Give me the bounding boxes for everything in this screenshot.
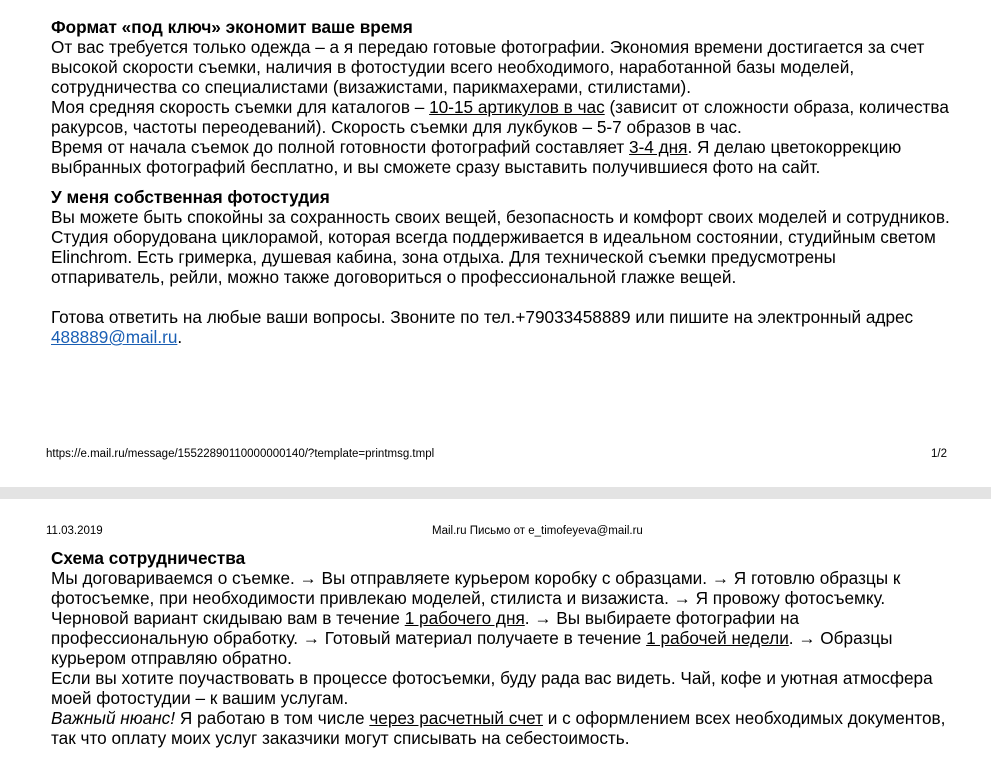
text-fragment: . → Образцы курьером отправляю обратно.	[51, 628, 893, 668]
email-link[interactable]: 488889@mail.ru	[51, 327, 178, 347]
underlined-speed: 10-15 артикулов в час	[429, 97, 605, 117]
paragraph-cooperation-steps	[51, 568, 951, 668]
underlined-week: 1 рабочей недели	[646, 628, 789, 648]
spacer	[51, 177, 951, 187]
text-fragment: . → Вы выбираете фотографии на профессиональную обработку. → Готовый материал получаете в течение	[51, 608, 800, 648]
underlined-days: 3-4 дня	[629, 137, 688, 157]
print-footer-url: https://e.mail.ru/message/15522890110000000140/?template=printmsg.tmpl	[46, 448, 435, 460]
text-fragment: .	[177, 327, 183, 347]
text-fragment: . Я делаю цветокоррекцию выбранных фотографий бесплатно, и вы сможете сразу выставить получившиеся фото на сайт.	[51, 137, 902, 177]
print-footer-page-number: 1/2	[931, 448, 947, 460]
section-heading-turnkey: Формат «под ключ» экономит ваше время	[51, 17, 413, 37]
paragraph-important-note	[51, 708, 951, 748]
text-fragment: (зависит от сложности образа, количества ракурсов, частоты переодеваний). Скорость съемки для лукбуков – 5-7 образов в час.	[51, 97, 949, 137]
print-header-date: 11.03.2019	[46, 525, 103, 537]
paragraph-contact	[51, 307, 951, 347]
paragraph-turnaround	[51, 137, 951, 177]
paragraph-invitation: Если вы хотите поучаствовать в процессе фотосъемки, буду рада вас видеть. Чай, кофе и уютная атмосфера моей фотостудии – к вашим услугам.	[51, 668, 933, 708]
paragraph-shooting-speed	[51, 97, 951, 137]
text-fragment: Готова ответить на любые ваши вопросы. Звоните по тел.+79033458889 или пишите на электронный адрес	[51, 307, 914, 327]
text-fragment: Моя средняя скорость съемки для каталогов –	[51, 97, 430, 117]
page-separator	[0, 487, 991, 499]
spacer	[51, 297, 951, 307]
page-1-content	[51, 17, 951, 347]
text-fragment: и с оформлением всех необходимых документов, так что оплату моих услуг заказчики могут списывать на себестоимость.	[51, 708, 946, 748]
underlined-account: через расчетный счет	[369, 708, 544, 728]
section-heading-studio: У меня собственная фотостудия	[51, 187, 330, 207]
text-fragment: Я работаю в том числе	[175, 708, 370, 728]
spacer	[51, 287, 951, 297]
section-heading-cooperation: Схема сотрудничества	[51, 548, 246, 568]
italic-note-label: Важный нюанс!	[51, 708, 176, 728]
underlined-day: 1 рабочего дня	[404, 608, 525, 628]
page-2-content	[51, 548, 951, 748]
paragraph-turnkey-intro: От вас требуется только одежда – а я передаю готовые фотографии. Экономия времени достигается за счет высокой скорости съемки, наличия в фотостудии всего необходимого, наработанной базы моделей, сотрудничества со специалистами (визажистами, парикмахерами, стилистами).	[51, 37, 925, 97]
print-header-title: Mail.ru Письмо от e_timofeyeva@mail.ru	[432, 525, 643, 537]
print-page-2	[0, 499, 991, 765]
text-fragment: Время от начала съемок до полной готовности фотографий составляет	[51, 137, 630, 157]
text-fragment: Мы договариваемся о съемке. → Вы отправляете курьером коробку с образцами. → Я готовлю образцы к фотосъемке, при необходимости привлекаю моделей, стилиста и визажиста. → Я провожу фотосъемку. Черновой вариант скидываю вам в течение	[51, 568, 901, 628]
paragraph-studio: Вы можете быть спокойны за сохранность своих вещей, безопасность и комфорт своих моделей и сотрудников. Студия оборудована циклорамой, которая всегда поддерживается в идеальном состоянии, студийным светом Elinchrom. Есть гримерка, душевая кабина, зона отдыха. Для технической съемки предусмотрены отпариватель, рейли, можно также договориться о профессиональной глажке вещей.	[51, 207, 950, 287]
